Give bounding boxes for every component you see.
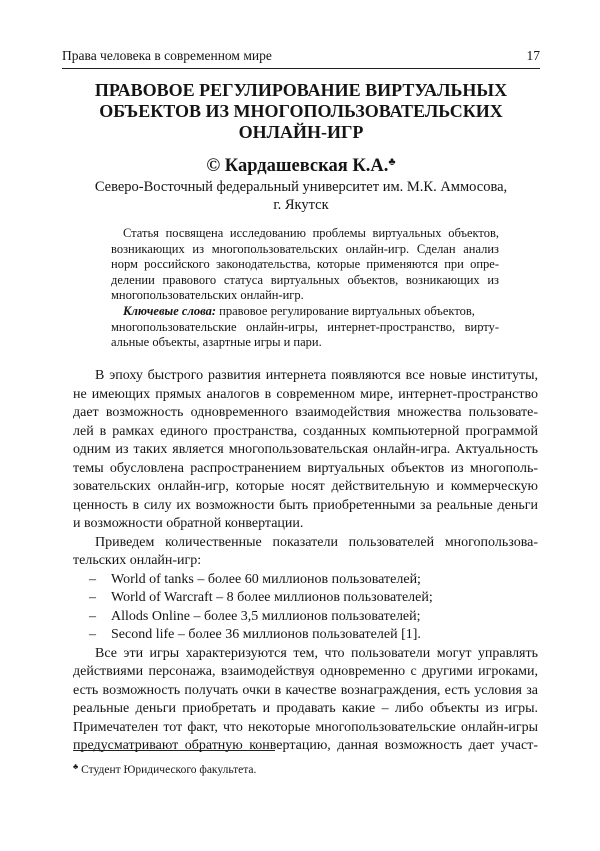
footnote-text: Студент Юридического факультета.: [81, 764, 257, 776]
footnote: [73, 760, 538, 777]
body-line: темы обусловлена распространением виртуальных объектов из многополь-: [73, 460, 538, 476]
body-line: тельских онлайн-игр:: [73, 553, 202, 568]
keywords-line: [111, 304, 499, 320]
dash-bullet: –: [89, 590, 96, 605]
body-line: дает возможность одновременного взаимодействия множества пользовате-: [73, 405, 538, 420]
body-line: реальные деньги приобретать и продавать какие – либо объекты из игры.: [73, 701, 538, 716]
body-text: [73, 367, 538, 756]
body-line: ценность в силу их возможности быть приобретенными за реальные деньги: [73, 497, 538, 513]
running-head: [62, 48, 540, 64]
keywords-text: правовое регулирование виртуальных объектов,: [219, 303, 475, 318]
abstract: [111, 226, 499, 351]
body-line: одним из таких является многопользовательская онлайн-игра. Актуальность: [73, 442, 538, 457]
club-icon: ♣: [388, 156, 396, 168]
abstract-line: возникающих из многопользовательских онлайн-игр. Сделан анализ: [111, 241, 499, 256]
list-item: [73, 571, 538, 590]
keywords-label: Ключевые слова:: [123, 303, 217, 318]
club-icon: ♣: [73, 762, 79, 771]
body-line: В эпоху быстрого развития интернета появляются все новые институты,: [95, 368, 538, 383]
list-item-text: Second life – более 36 миллионов пользователей [1].: [111, 627, 421, 642]
dash-bullet: –: [89, 627, 96, 642]
title-line: ОБЪЕКТОВ ИЗ МНОГОПОЛЬЗОВАТЕЛЬСКИХ: [99, 101, 503, 121]
body-line: есть возможность получать очки в качестве вознаграждения, есть условия за: [73, 682, 538, 698]
author: [62, 151, 540, 177]
affiliation-line: Северо-Восточный федеральный университет им. М.К. Аммосова,: [94, 179, 508, 195]
body-line: предусматривают обратную конвертацию, данная возможность дает участ-: [73, 738, 538, 753]
abstract-line: норм российского законодательства, которые применяются при опре-: [111, 257, 499, 272]
page-number: 17: [526, 48, 540, 63]
list-item: [73, 589, 538, 608]
dash-bullet: –: [89, 571, 96, 587]
list-item: [73, 608, 538, 627]
title-line: ОНЛАЙН-ИГР: [238, 122, 364, 142]
list-item-text: World of Warcraft – 8 более миллионов пользователей;: [111, 590, 433, 605]
abstract-line: делении правового статуса виртуальных объектов, возникающих из: [111, 272, 499, 287]
body-line: не имеющих прямых аналогов в современном мире, интернет-пространство: [73, 386, 538, 402]
dash-bullet: –: [89, 608, 96, 624]
author-name: © Кардашевская К.А.: [206, 156, 389, 176]
keywords-line: многопользовательские онлайн-игры, интернет-пространство, вирту-: [111, 319, 499, 334]
journal-title: Права человека в современном мире: [62, 48, 272, 63]
abstract-line: Статья посвящена исследованию проблемы виртуальных объектов,: [123, 226, 499, 240]
article-title: [62, 80, 540, 143]
header-rule: [62, 68, 540, 69]
list-item-text: World of tanks – более 60 миллионов пользователей;: [111, 571, 421, 587]
body-line: действиями персонажа, взаимодействуя одновременно с другими игроками,: [73, 664, 538, 679]
abstract-line: многопользовательских онлайн-игр.: [111, 288, 304, 303]
body-line: Примечателен тот факт, что некоторые многопользовательские онлайн-игры: [73, 719, 538, 735]
list-item: [73, 626, 538, 645]
title-line: ПРАВОВОЕ РЕГУЛИРОВАНИЕ ВИРТУАЛЬНЫХ: [94, 80, 508, 100]
body-line: и возможности обратной конвертации.: [73, 516, 304, 531]
footnote-rule: [73, 750, 275, 751]
body-line: Приведем количественные показатели пользователей многопользова-: [95, 534, 538, 550]
list-item-text: Allods Online – более 3,5 миллионов пользователей;: [111, 608, 421, 624]
affiliation: [62, 178, 540, 214]
keywords-line: альные объекты, азартные игры и пари.: [111, 335, 322, 350]
body-line: лей в рамках единого пространства, созданных компьютерной программой: [73, 423, 538, 439]
body-line: Все эти игры характеризуются тем, что пользователи могут управлять: [95, 645, 538, 661]
affiliation-line: г. Якутск: [273, 197, 329, 213]
body-line: зовательских онлайн-игр, которые носят действительную и коммерческую: [73, 479, 538, 494]
